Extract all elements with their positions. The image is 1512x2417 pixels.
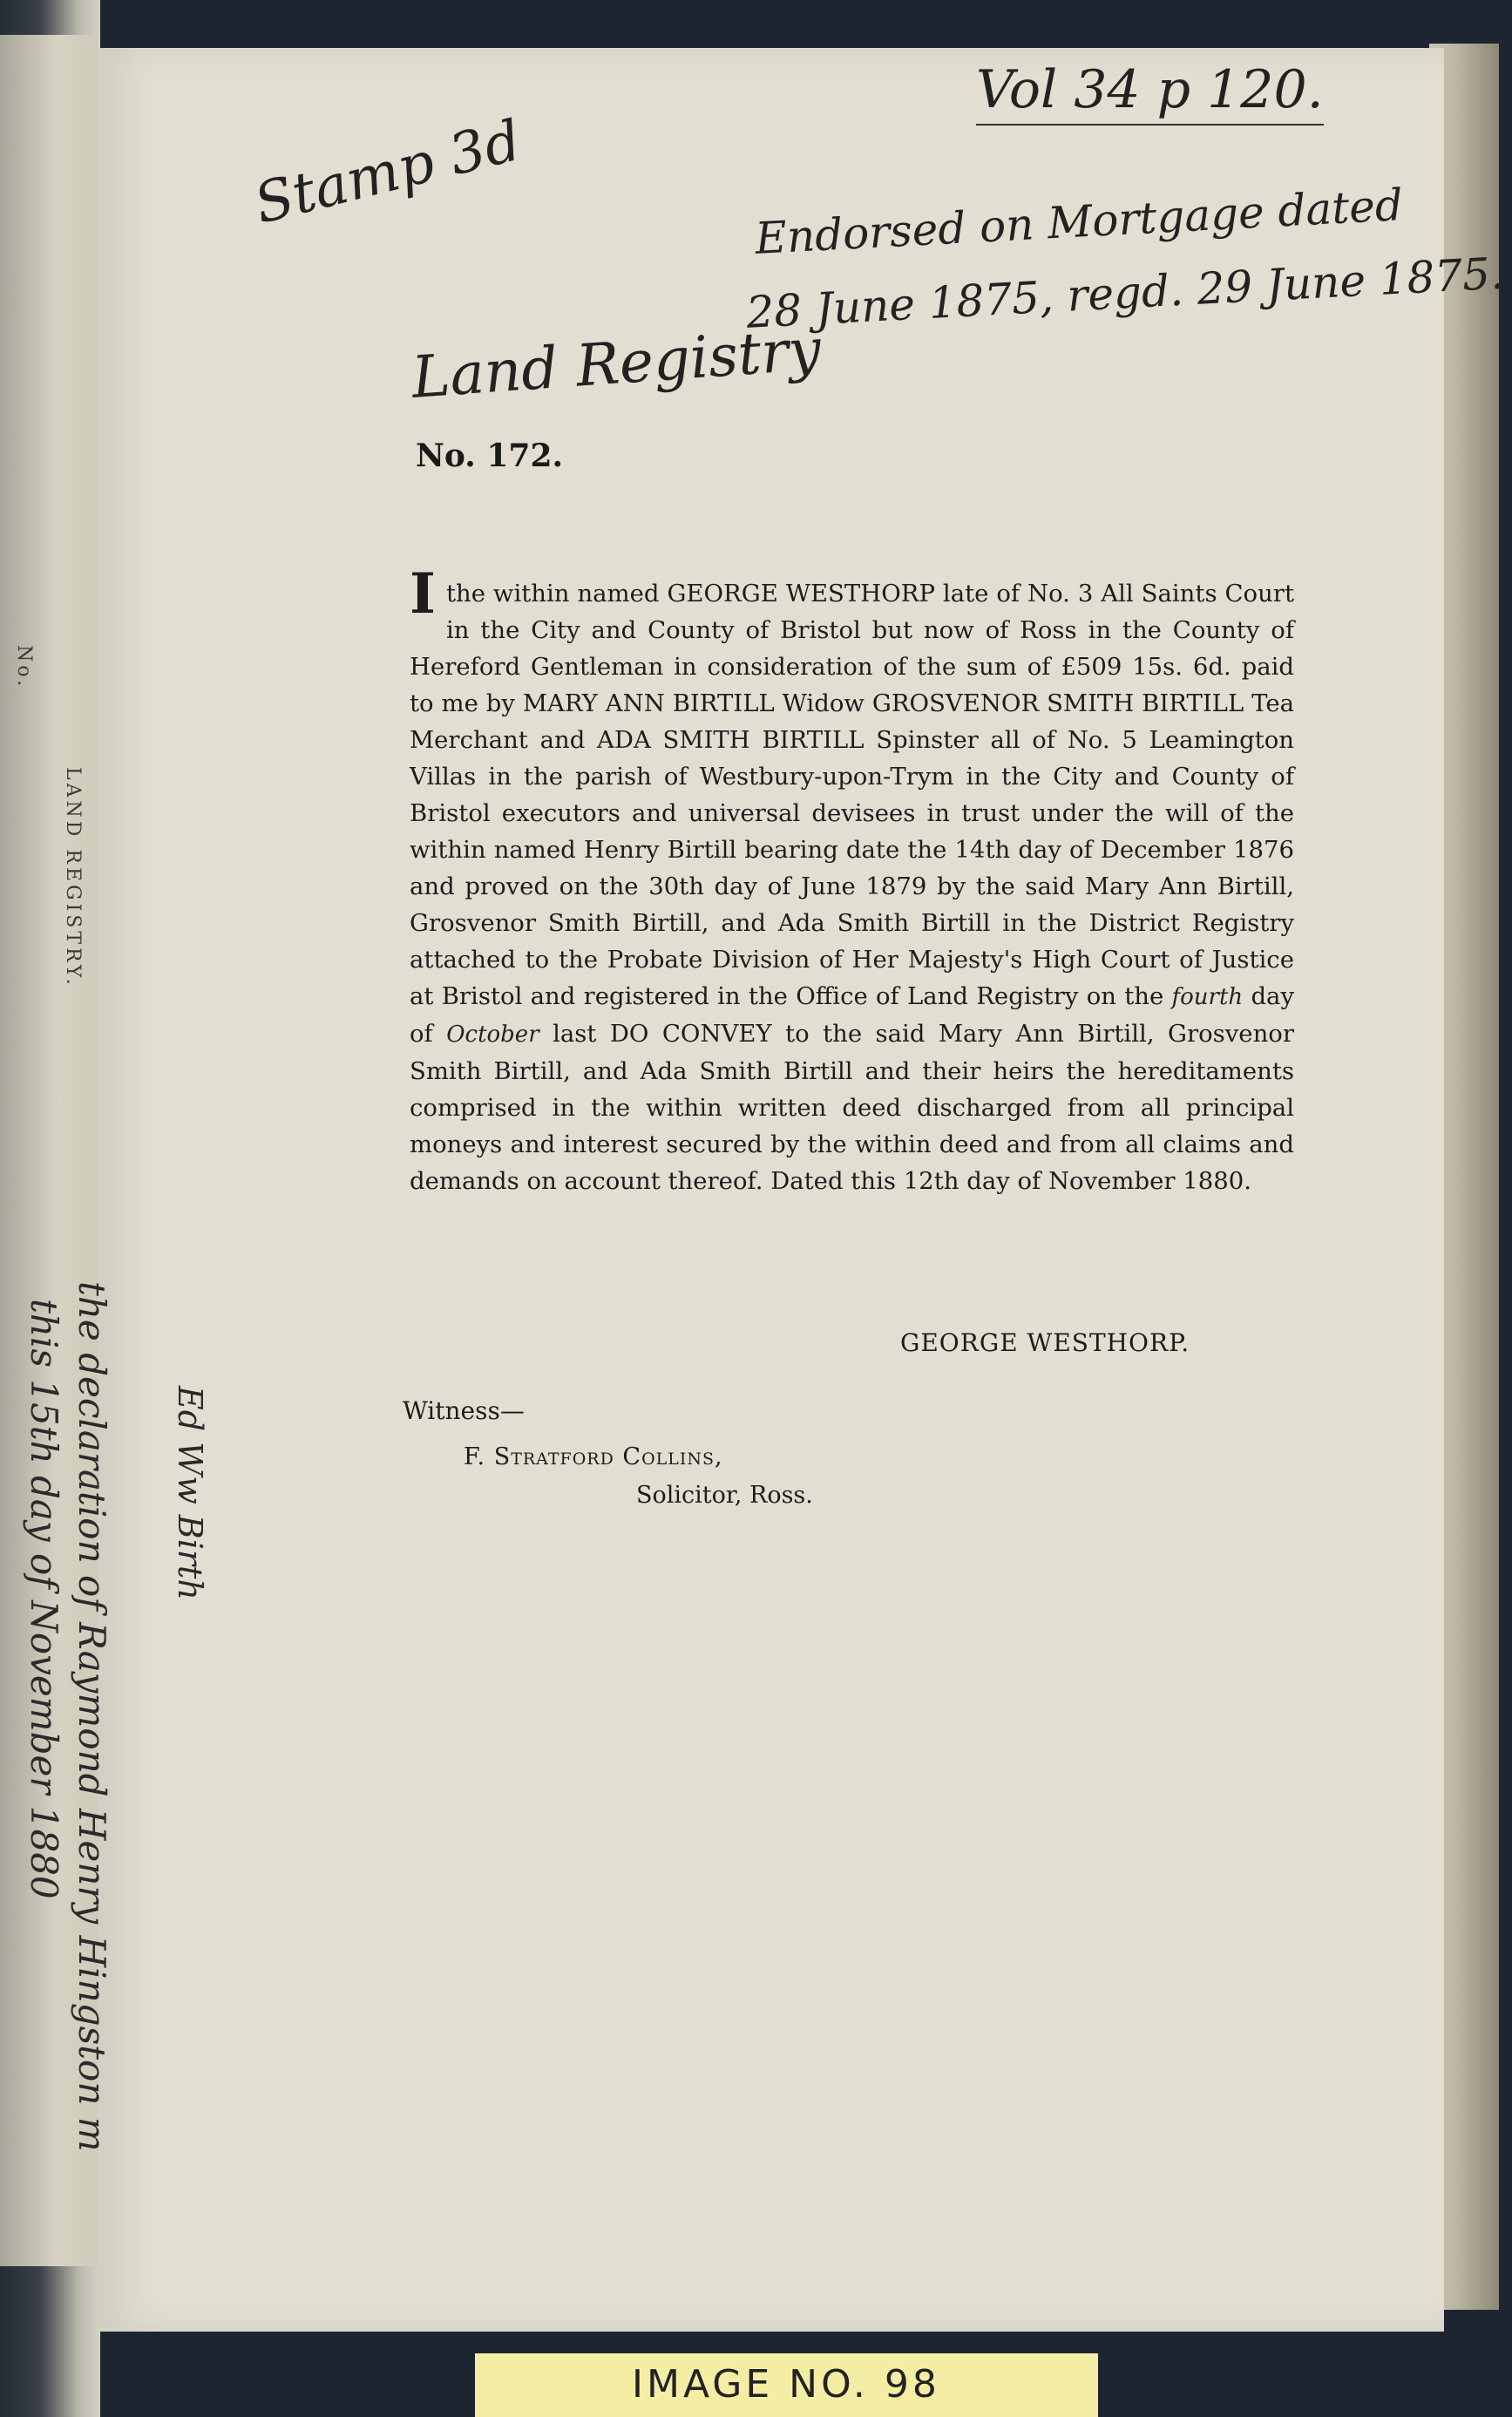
image-number-label: IMAGE NO. 98 — [632, 2362, 940, 2407]
deed-body-part-2: day of — [410, 982, 1294, 1048]
stamp-note: Stamp 3d — [248, 108, 528, 237]
witness-name: F. Stratford Collins, — [464, 1443, 723, 1470]
back-page-registry-label: LAND REGISTRY. — [62, 767, 84, 988]
dropcap-letter: I — [410, 561, 436, 627]
endorsement-line-1: Endorsed on Mortgage dated — [754, 180, 1405, 264]
land-registry-note: Land Registry — [410, 316, 824, 411]
deed-body-part-1: the within named GEORGE WESTHORP late of No. 3 All Saints Court in the City and County of Bristol but now of Ross in the County of Hereford Gentleman in consideration of the sum of £509 15s. 6d. paid to me by MARY ANN BIRTILL Widow GROSVENOR SMITH BIRTILL Tea Merchant and ADA SMITH BIRTILL Spinster all of No. 5 Leamington Villas in the parish of Westbury-upon-Trym in the City and County of Bristol executors and universal devisees in trust under the will of the within named Henry Birtill bearing date the 14th day of December 1876 and proved on the 30th day of June 1879 by the said Mary Ann Birtill, Grosvenor Smith Birtill, and Ada Smith Birtill in the District Registry attached to the Probate Division of Her Majesty's High Court of Justice at Bristol and registered in the Office of Land Registry on the — [410, 580, 1294, 1010]
document-number: No. 172. — [416, 438, 564, 474]
ordinal-handwritten: fourth — [1171, 984, 1244, 1010]
margin-initials: Ed Ww Birth — [171, 1386, 209, 1600]
back-page-no-label: No. — [13, 645, 35, 690]
endorsement-line-2: 28 June 1875, regd. 29 June 1875. — [745, 248, 1506, 338]
image-number-tab — [475, 2353, 1098, 2417]
month-handwritten: October — [446, 1022, 539, 1048]
volume-reference: Vol 34 p 120. — [976, 59, 1324, 126]
margin-note-line-2: this 15th day of November 1880 — [23, 1299, 65, 1899]
witness-role: Solicitor, Ross. — [636, 1482, 813, 1509]
deed-body-part-3: last DO CONVEY to the said Mary Ann Birtill, Grosvenor Smith Birtill, and Ada Smith Birtill and their heirs the hereditaments comprised in the within written deed discharged from all principal moneys and interest secured by the within deed and from all claims and demands on account thereof. Dated this 12th day of November 1880. — [410, 1020, 1294, 1195]
signatory-name: GEORGE WESTHORP. — [900, 1328, 1190, 1357]
margin-note-line-1: the declaration of Raymond Henry Hingston m — [71, 1281, 113, 2152]
witness-label: Witness— — [403, 1396, 525, 1425]
deed-body — [410, 561, 1294, 1199]
